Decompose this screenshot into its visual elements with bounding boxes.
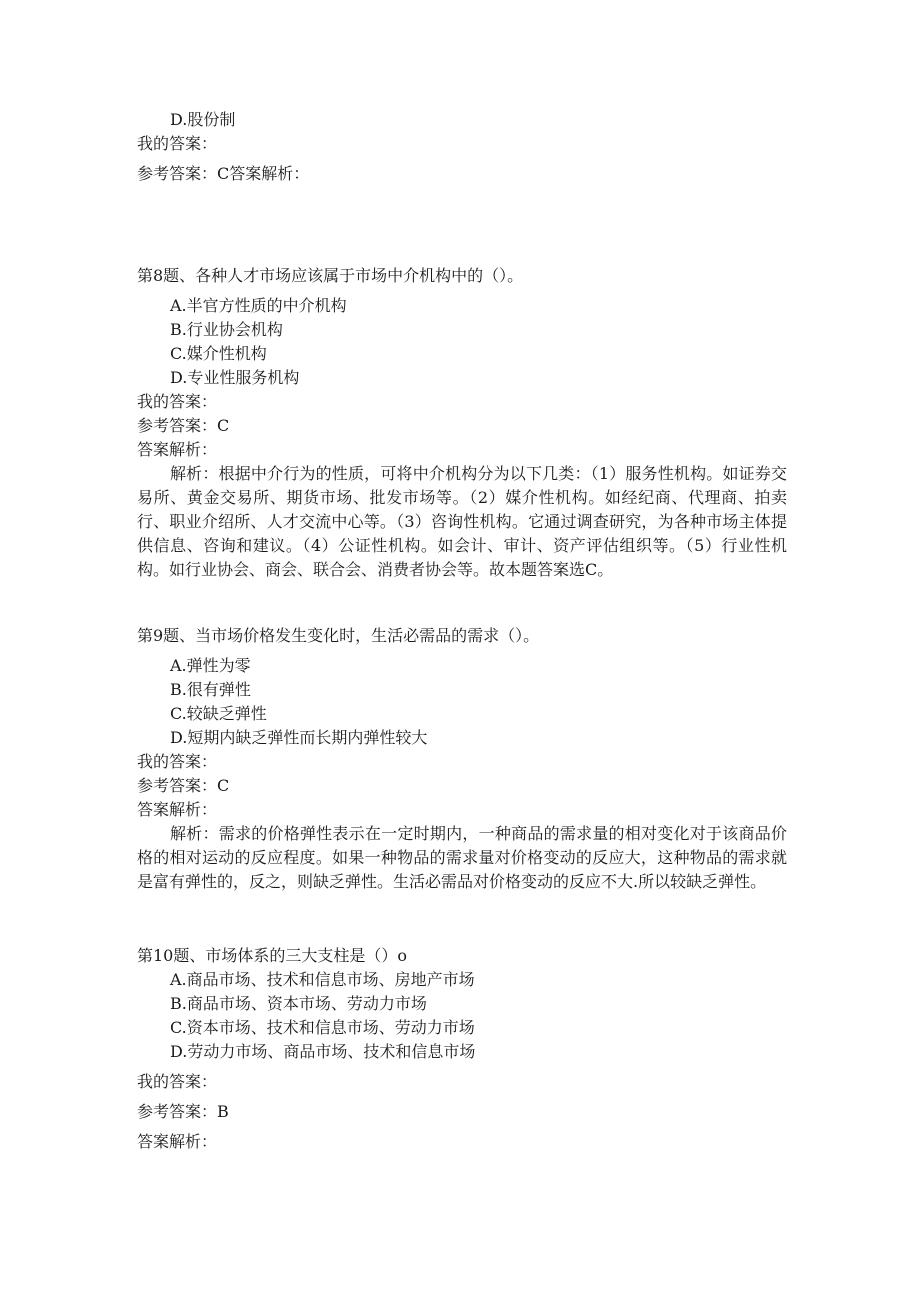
reference-answer: 参考答案：B xyxy=(137,1102,229,1121)
option-c: C.资本市场、技术和信息市场、劳动力市场 xyxy=(170,1018,475,1037)
question-title: 第10题、市场体系的三大支柱是（）o xyxy=(137,946,407,965)
option-a: A.商品市场、技术和信息市场、房地产市场 xyxy=(170,970,475,989)
option-c: C.较缺乏弹性 xyxy=(170,704,267,723)
option-c: C.媒介性机构 xyxy=(170,344,267,363)
prev-question-tail xyxy=(137,108,787,186)
option-a: A.弹性为零 xyxy=(170,656,251,675)
analysis-text: 解析：根据中介行为的性质，可将中介机构分为以下几类：（1）服务性机构。如证券交易所、黄金交易所、期货市场、批发市场等。（2）媒介性机构。如经纪商、代理商、拍卖行、职业介绍所、人才交流中心等。（3）咨询性机构。它通过调查研究，为各种市场主体提供信息、咨询和建议。（4）公证性机构。如会计、审计、资产评估组织等。（5）行业性机构。如行业协会、商会、联合会、消费者协会等。故本题答案选C。 xyxy=(137,464,787,579)
option-b: B.行业协会机构 xyxy=(170,320,283,339)
analysis-text: 解析：需求的价格弹性表示在一定时期内，一种商品的需求量的相对变化对于该商品价格的相对运动的反应程度。如果一种物品的需求量对价格变动的反应大，这种物品的需求就是富有弹性的，反之，则缺乏弹性。生活必需品对价格变动的反应不大.所以较缺乏弹性。 xyxy=(137,824,787,891)
reference-answer: 参考答案：C xyxy=(137,776,230,795)
document-page xyxy=(137,108,787,1154)
option-d: D.股份制 xyxy=(170,110,236,129)
question-title: 第9题、当市场价格发生变化时，生活必需品的需求（）。 xyxy=(137,626,540,645)
analysis-label: 答案解析： xyxy=(137,1132,218,1151)
option-d: D.劳动力市场、商品市场、技术和信息市场 xyxy=(170,1042,476,1061)
option-b: B.很有弹性 xyxy=(170,680,251,699)
option-d: D.专业性服务机构 xyxy=(170,368,300,387)
my-answer-label: 我的答案： xyxy=(137,752,218,771)
question-title: 第8题、各种人才市场应该属于市场中介机构中的（）。 xyxy=(137,266,524,285)
question-8 xyxy=(137,264,787,582)
question-10 xyxy=(137,944,787,1154)
option-b: B.商品市场、资本市场、劳动力市场 xyxy=(170,994,427,1013)
option-d: D.短期内缺乏弹性而长期内弹性较大 xyxy=(170,728,428,747)
analysis-label: 答案解析： xyxy=(137,440,218,459)
reference-answer: 参考答案：C答案解析： xyxy=(137,164,310,183)
option-a: A.半官方性质的中介机构 xyxy=(170,296,347,315)
my-answer-label: 我的答案： xyxy=(137,134,218,153)
my-answer-label: 我的答案： xyxy=(137,392,218,411)
reference-answer: 参考答案：C xyxy=(137,416,230,435)
my-answer-label: 我的答案： xyxy=(137,1072,218,1091)
question-9 xyxy=(137,624,787,894)
analysis-label: 答案解析： xyxy=(137,800,218,819)
